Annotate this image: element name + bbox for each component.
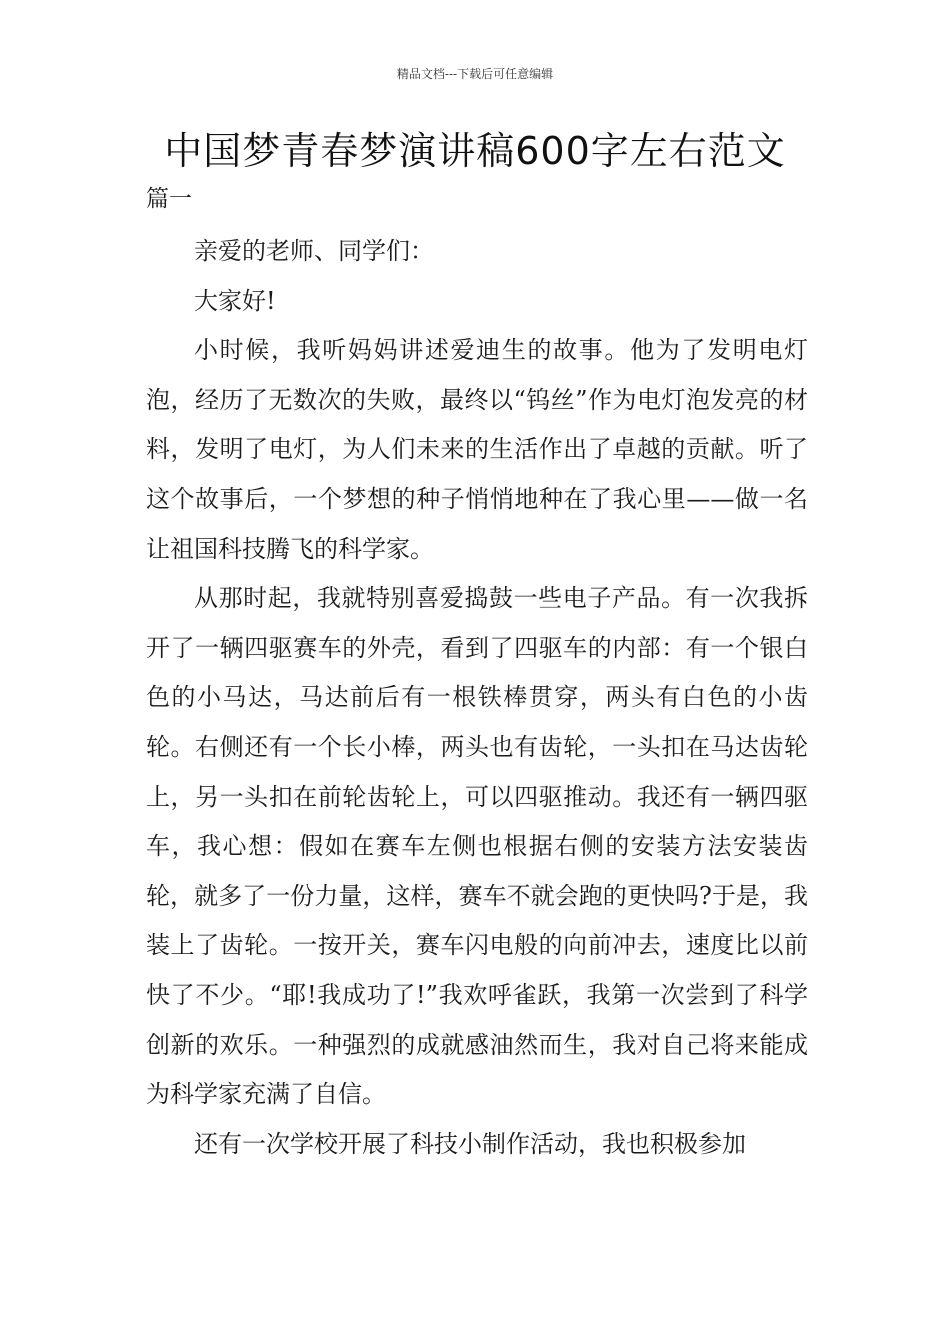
- paragraph-childhood-story: 小时候，我听妈妈讲述爱迪生的故事。他为了发明电灯泡，经历了无数次的失败，最终以“钨丝”作为电灯泡发亮的材料，发明了电灯，为人们未来的生活作出了卓越的贡献。听了这个故事后，一个梦想的种子悄悄地种在了我心里——做一名让祖国科技腾飞的科学家。: [146, 336, 808, 563]
- section-label: 篇一: [146, 186, 192, 212]
- paragraph-school-activity: 还有一次学校开展了科技小制作活动，我也积极参加: [194, 1129, 746, 1158]
- paragraph-greeting: 亲爱的老师、同学们：: [194, 237, 434, 265]
- header-note: 精品文档---下载后可任意编辑: [396, 67, 554, 81]
- paragraph-four-wheel-car: 从那时起，我就特别喜爱捣鼓一些电子产品。有一次我拆开了一辆四驱赛车的外壳，看到了四驱车的内部：有一个银白色的小马达，马达前后有一根铁棒贯穿，两头有白色的小齿轮。右侧还有一个长小棒，两头也有齿轮，一头扣在马达齿轮上，另一头扣在前轮齿轮上，可以四驱推动。我还有一辆四驱车，我心想：假如在赛车左侧也根据右侧的安装方法安装齿轮，就多了一份力量，这样，赛车不就会跑的更快吗?于是，我装上了齿轮。一按开关，赛车闪电般的向前冲去，速度比以前快了不少。“耶!我成功了!”我欢呼雀跃，我第一次尝到了科学创新的欢乐。一种强烈的成就感油然而生，我对自己将来能成为科学家充满了自信。: [146, 584, 808, 1109]
- document-title: 中国梦青春梦演讲稿600字左右范文: [164, 129, 786, 173]
- paragraph-hello: 大家好!: [194, 286, 276, 315]
- document-body: [146, 227, 808, 1169]
